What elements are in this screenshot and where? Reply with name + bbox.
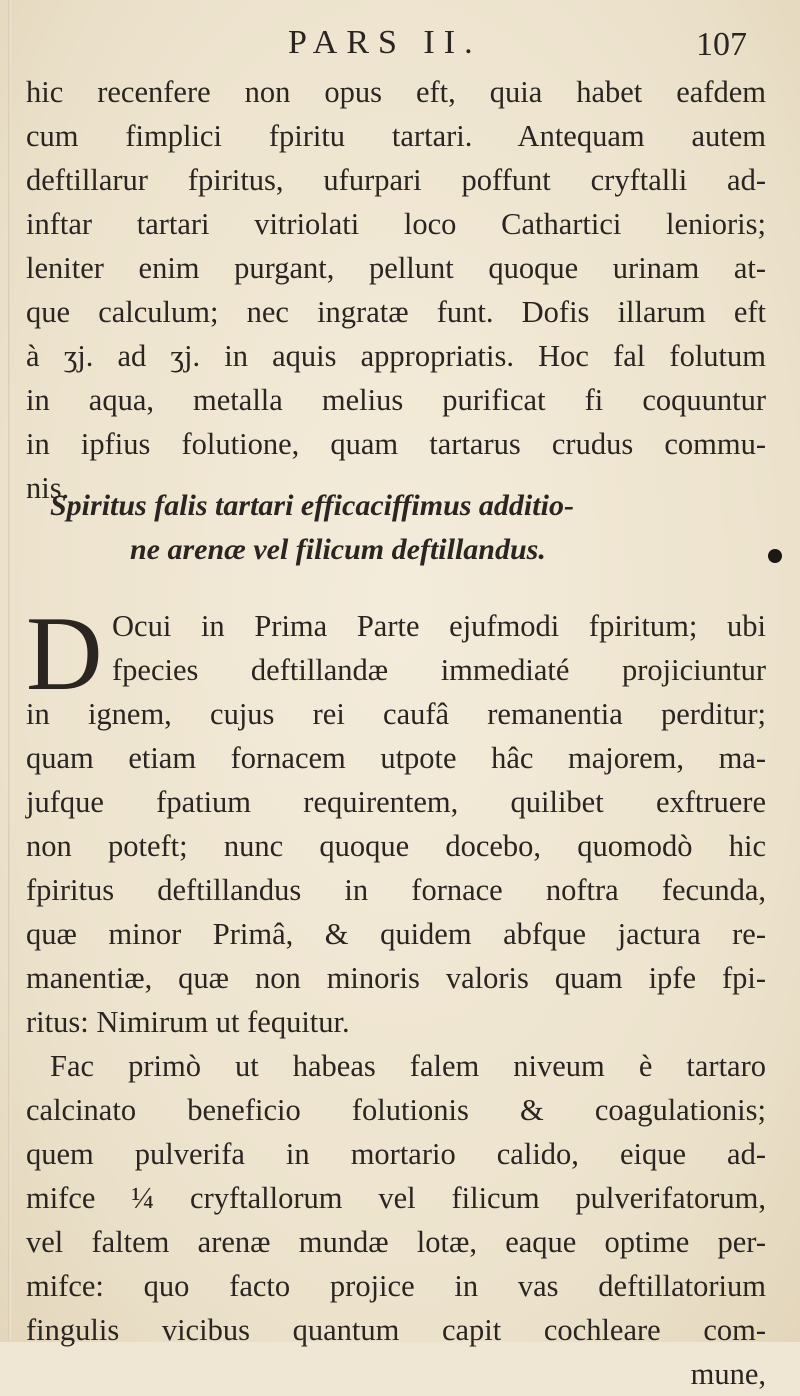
section-heading	[50, 484, 770, 572]
text-line: Fac primò ut habeas falem niveum è tartaro	[50, 1049, 766, 1083]
text-line: in aqua, metalla melius purificat fi coquuntur	[26, 383, 766, 417]
text-line: fpecies deftillandæ immediaté projiciuntur	[112, 653, 766, 687]
drop-cap: D	[26, 595, 103, 712]
text-line: hic recenfere non opus eft, quia habet eafdem	[26, 75, 766, 109]
text-line: fingulis vicibus quantum capit cochleare com-	[26, 1313, 766, 1347]
text-line: inftar tartari vitriolati loco Cathartici lenioris;	[26, 207, 766, 241]
text-line: Ocui in Prima Parte ejufmodi fpiritum; ubi	[112, 609, 766, 643]
text-line: jufque fpatium requirentem, quilibet exftruere	[26, 785, 766, 819]
heading-line-2: ne arenæ vel filicum deftillandus.	[130, 533, 546, 566]
page-gutter	[8, 0, 11, 1342]
text-line: à ʒj. ad ʒj. in aquis appropriatis. Hoc fal folutum	[26, 339, 766, 373]
catchword: mune,	[690, 1357, 766, 1391]
text-line: in ignem, cujus rei caufâ remanentia perditur;	[26, 697, 766, 731]
paragraph-2	[26, 595, 766, 1396]
text-line: quem pulverifa in mortario calido, eique ad-	[26, 1137, 766, 1171]
heading-line-1: Spiritus falis tartari efficaciffimus additio-	[50, 489, 574, 522]
text-line: mifce ¼ cryftallorum vel filicum pulverifatorum,	[26, 1181, 766, 1215]
page-number: 107	[696, 26, 747, 63]
text-line: manentiæ, quæ non minoris valoris quam ipfe fpi-	[26, 961, 766, 995]
text-line: quam etiam fornacem utpote hâc majorem, ma-	[26, 741, 766, 775]
running-header	[0, 18, 800, 68]
text-line: cum fimplici fpiritu tartari. Antequam autem	[26, 119, 766, 153]
text-line: mifce: quo facto projice in vas deftillatorium	[26, 1269, 766, 1303]
text-line: in ipfius folutione, quam tartarus crudus commu-	[26, 427, 766, 461]
text-line: ritus: Nimirum ut fequitur.	[26, 1005, 350, 1039]
running-title: PARS II.	[288, 24, 482, 61]
text-line: quæ minor Primâ, & quidem abfque jactura re-	[26, 917, 766, 951]
text-line: que calculum; nec ingratæ funt. Dofis illarum eft	[26, 295, 766, 329]
text-line: leniter enim purgant, pellunt quoque urinam at-	[26, 251, 766, 285]
text-line: nis.	[26, 471, 70, 505]
text-line: non poteft; nunc quoque docebo, quomodò hic	[26, 829, 766, 863]
ink-dot	[768, 549, 782, 563]
paragraph-1	[26, 70, 766, 510]
text-line: calcinato beneficio folutionis & coagulationis;	[26, 1093, 766, 1127]
text-line: fpiritus deftillandus in fornace noftra fecunda,	[26, 873, 766, 907]
text-line: deftillarur fpiritus, ufurpari poffunt cryftalli ad-	[26, 163, 766, 197]
text-line: vel faltem arenæ mundæ lotæ, eaque optime per-	[26, 1225, 766, 1259]
